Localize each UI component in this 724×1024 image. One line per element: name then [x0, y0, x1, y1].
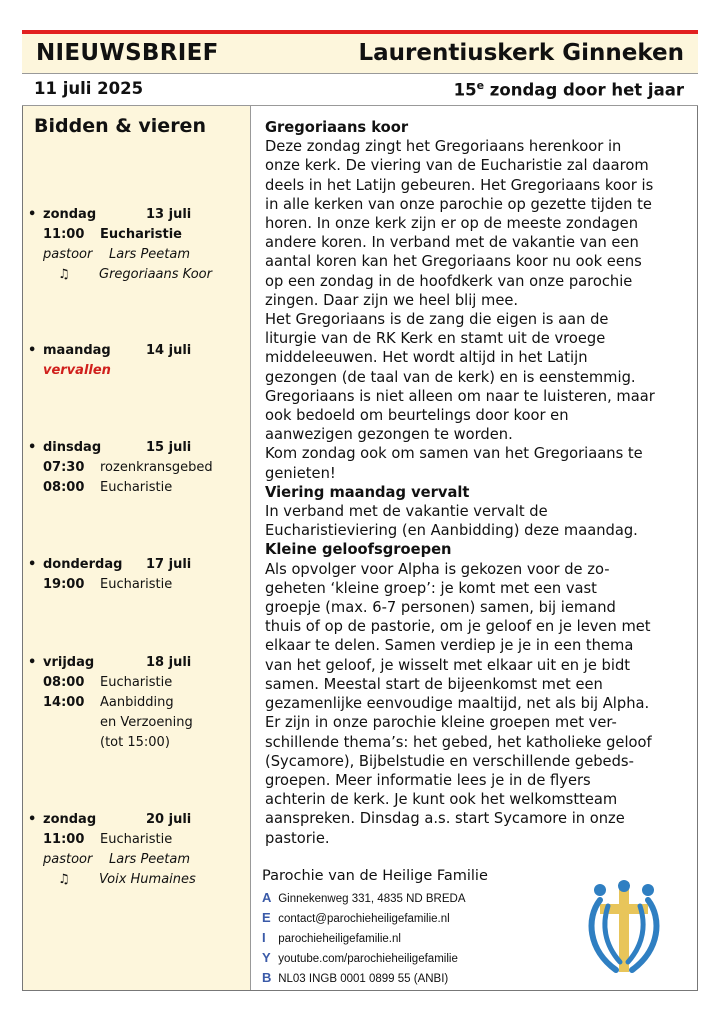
text-line: aantal koren kan het Gregoriaans koor nu ook eens	[265, 253, 642, 271]
text-line: achterin de kerk. Je kunt ook het welkomstteam	[265, 791, 618, 809]
main-article	[265, 118, 690, 848]
text-line: deels in het Latijn gebeuren. Het Gregoriaans koor is	[265, 176, 654, 194]
text-line: (Sycamore), Bijbelstudie en verschillende gebeds-	[265, 752, 634, 770]
text-line: aanspreken. Dinsdag a.s. start Sycamore in onze	[265, 810, 625, 828]
contact-row[interactable]: I parochieheiligefamilie.nl	[262, 930, 401, 945]
text-line: pastorie.	[265, 829, 330, 847]
text-line: aanwezigen gezongen te worden.	[265, 426, 513, 444]
contact-row: A Ginnekenweg 331, 4835 ND BREDA	[262, 890, 466, 905]
text-line: op een zondag in de hoofdkerk van onze parochie	[265, 272, 633, 290]
contact-footer	[262, 868, 562, 988]
bullet-icon: •	[28, 655, 37, 670]
text-line: in alle kerken van onze parochie op gezette tijden te	[265, 195, 652, 213]
text-line: Er zijn in onze parochie kleine groepen met ver-	[265, 714, 617, 732]
text-line: Eucharistieviering (en Aanbidding) deze maandag.	[265, 522, 638, 540]
text-line: onze kerk. De viering van de Eucharistie zal daarom	[265, 157, 649, 175]
bullet-icon: •	[28, 812, 37, 827]
text-line: Als opvolger voor Alpha is gekozen voor de zo-	[265, 560, 610, 578]
music-note-icon: ♫	[58, 872, 70, 887]
masthead	[22, 34, 698, 74]
contact-row[interactable]: E contact@parochieheiligefamilie.nl	[262, 910, 450, 925]
section-title: Viering maandag vervalt	[265, 483, 470, 501]
bullet-icon: •	[28, 343, 37, 358]
contact-row[interactable]: Y youtube.com/parochieheiligefamilie	[262, 950, 458, 965]
text-line: samen. Meestal start de bijeenkomst met een	[265, 675, 603, 693]
parish-name: Parochie van de Heilige Familie	[262, 868, 488, 884]
bullet-icon: •	[28, 557, 37, 572]
contact-row: B NL03 INGB 0001 0899 55 (ANBI)	[262, 970, 449, 985]
newsletter-title: NIEUWSBRIEF	[36, 40, 219, 66]
issue-bar	[22, 74, 698, 106]
music-note-icon: ♫	[58, 267, 70, 282]
schedule-day: • maandag 14 juli vervallen	[28, 341, 248, 381]
schedule-day: • dinsdag 15 juli 07:30 rozenkransgebed 08:00 Eucharistie	[28, 440, 213, 495]
schedule-day: • zondag 20 juli 11:00 Eucharistie pastoor Lars Peetam ♫ Voix Humaines	[28, 810, 248, 890]
bullet-icon: •	[28, 207, 37, 222]
schedule-column	[23, 106, 251, 990]
text-line: gezamenlijke eenvoudige maaltijd, net als bij Alpha.	[265, 695, 650, 713]
section-body	[265, 137, 690, 483]
text-line: genieten!	[265, 464, 336, 482]
text-line: zingen. Daar zijn we heel blij mee.	[265, 291, 519, 309]
cancelled-label: vervallen	[43, 363, 111, 378]
schedule-day: • donderdag 17 juli 19:00 Eucharistie	[28, 557, 192, 592]
text-line: gezongen (de taal van de kerk) en is eenstemmig.	[265, 368, 636, 386]
text-line: groepen. Meer informatie lees je in de flyers	[265, 771, 591, 789]
schedule-day: • vrijdag 18 juli 08:00 Eucharistie 14:00 Aanbidding en Verzoening (tot 15:00)	[28, 655, 193, 750]
text-line: van het geloof, je wisselt met elkaar uit en je bidt	[265, 656, 631, 674]
text-line: thuis of op de pastorie, om je geloof en je leven met	[265, 618, 651, 636]
bullet-icon: •	[28, 440, 37, 455]
text-line: Het Gregoriaans is de zang die eigen is aan de	[265, 311, 609, 329]
church-name: Laurentiuskerk Ginneken	[358, 40, 684, 66]
text-line: horen. In onze kerk zijn er op de meeste zondagen	[265, 215, 639, 233]
text-line: liturgie van de RK Kerk en stamt uit de vroege	[265, 330, 606, 348]
section-body	[265, 560, 690, 848]
liturgical-sunday: 15e zondag door het jaar	[453, 79, 684, 100]
text-line: Kom zondag ook om samen van het Gregoriaans te	[265, 445, 643, 463]
text-line: Gregoriaans is niet alleen om naar te luisteren, maar	[265, 387, 655, 405]
text-line: geheten ‘kleine groep’: je komt met een vast	[265, 579, 597, 597]
parish-logo-icon	[586, 878, 662, 974]
text-line: andere koren. In verband met de vakantie van een	[265, 234, 639, 252]
issue-date: 11 juli 2025	[34, 79, 144, 98]
section-title: Kleine geloofsgroepen	[265, 541, 452, 559]
text-line: In verband met de vakantie vervalt de	[265, 503, 548, 521]
text-line: Deze zondag zingt het Gregoriaans herenkoor in	[265, 138, 622, 156]
text-line: groepje (max. 6-7 personen) samen, bij iemand	[265, 599, 616, 617]
schedule-day: • zondag 13 juli 11:00 Eucharistie pastoor Lars Peetam ♫ Gregoriaans Koor	[28, 205, 248, 285]
text-line: elkaar te delen. Samen verdiep je je in een thema	[265, 637, 634, 655]
text-line: ook bedoeld om beurtelings door koor en	[265, 407, 569, 425]
schedule-title: Bidden & vieren	[34, 115, 206, 137]
text-line: schillende thema’s: het gebed, het katholieke geloof	[265, 733, 652, 751]
section-body	[265, 502, 690, 540]
text-line: middeleeuwen. Het wordt altijd in het Latijn	[265, 349, 588, 367]
section-title: Gregoriaans koor	[265, 119, 409, 136]
